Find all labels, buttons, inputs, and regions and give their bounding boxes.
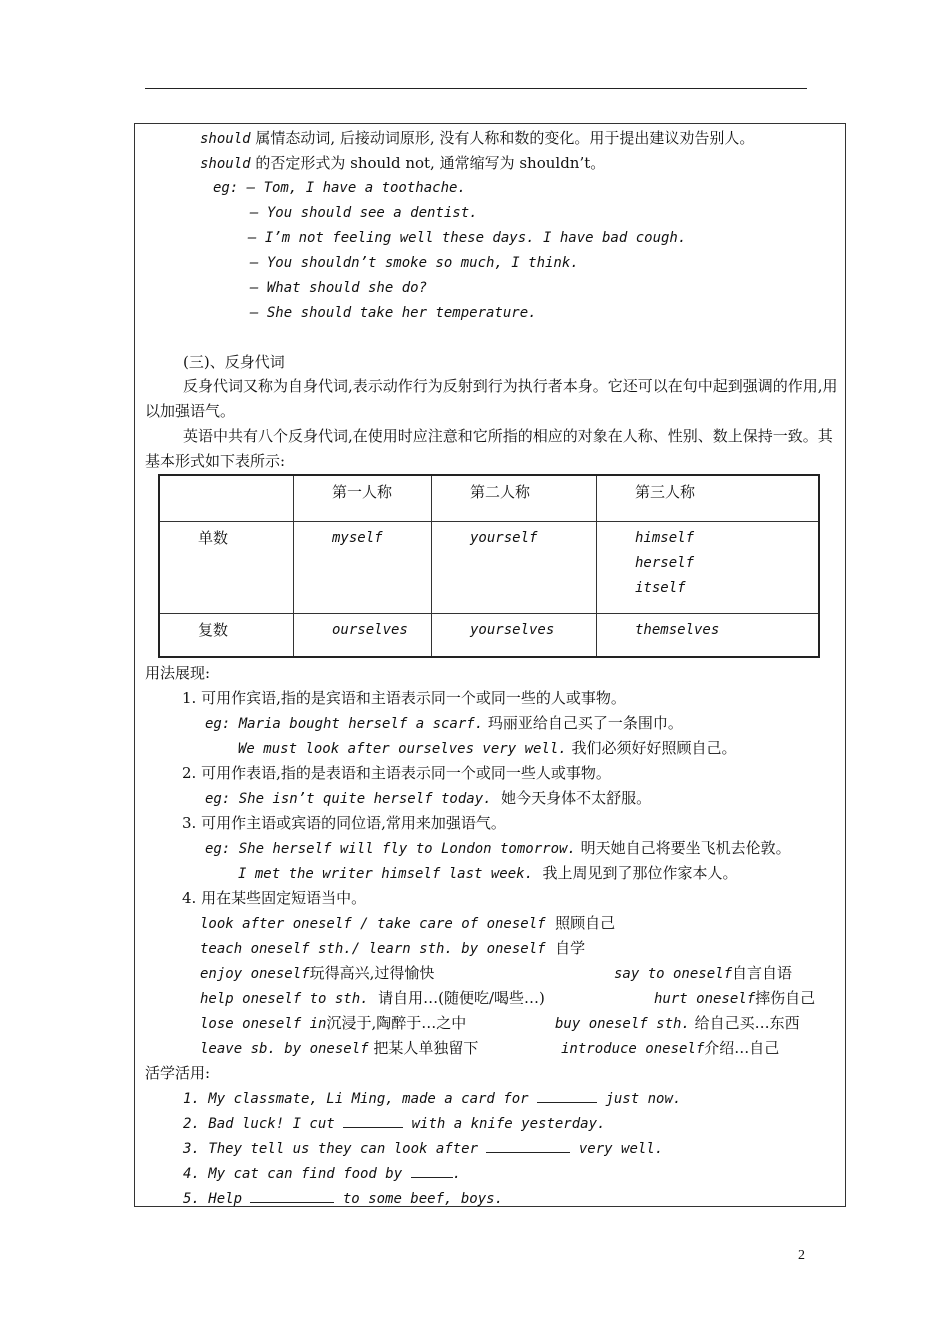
phrase: [200, 1038, 478, 1059]
answer-blank[interactable]: [250, 1188, 334, 1203]
example-en: eg: Maria bought herself a scarf.: [205, 716, 484, 732]
table-header-cell: [294, 475, 432, 521]
practice-item: [183, 1088, 681, 1109]
phrase-cn: 自学: [545, 939, 586, 957]
phrase: [200, 963, 434, 984]
phrase: [654, 988, 815, 1009]
should-line-2-text: 的否定形式为 should not, 通常缩写为 shouldn’t。: [250, 154, 606, 172]
practice-text: 4. My cat can find food by: [183, 1166, 411, 1182]
table-row: [159, 521, 819, 613]
example-line: — You should see a dentist.: [250, 205, 478, 221]
table-cell: [294, 521, 432, 613]
header-rule: [145, 88, 807, 89]
themselves-cell: themselves: [635, 621, 720, 638]
practice-text: 1. My classmate, Li Ming, made a card for: [183, 1091, 538, 1107]
phrase-en: leave sb. by oneself: [200, 1041, 369, 1057]
answer-blank[interactable]: [411, 1163, 453, 1178]
plural-label: 复数: [198, 620, 229, 639]
example-line: — You shouldn’t smoke so much, I think.: [250, 255, 579, 271]
practice-item: [183, 1138, 663, 1159]
practice-text: to some beef, boys.: [334, 1191, 504, 1207]
phrase-en: say to oneself: [614, 966, 733, 982]
table-cell: [597, 521, 820, 613]
phrase: [200, 988, 545, 1009]
answer-blank[interactable]: [343, 1113, 403, 1128]
singular-label: 单数: [198, 528, 229, 547]
reflexive-pronoun-table: [158, 474, 820, 658]
table-header-empty: [160, 476, 293, 480]
phrase-en: teach oneself sth./ learn sth. by oneself: [200, 941, 546, 957]
table-cell: [597, 613, 820, 657]
phrase-en: lose oneself in: [200, 1016, 327, 1032]
phrase-cn: 自言自语: [732, 964, 793, 982]
example-cn: 她今天身体不太舒服。: [491, 789, 652, 807]
itself-text: itself: [635, 579, 686, 596]
practice-title: 活学活用:: [145, 1064, 211, 1082]
reflexive-para-2: 英语中共有八个反身代词,在使用时应注意和它所指的相应的对象在人称、性别、数上保持一致。其基本形式如下表所示:: [145, 427, 833, 470]
herself-text: herself: [635, 554, 695, 571]
phrase: [200, 938, 585, 959]
phrase-cn: 请自用…(随便吃/喝些…): [368, 989, 545, 1007]
phrase-en: look after oneself / take care of oneself: [200, 916, 546, 932]
phrase-en: buy oneself sth.: [555, 1016, 690, 1032]
example-en: eg: She herself will fly to London tomorrow.: [205, 841, 576, 857]
phrase-cn: 介绍…自己: [704, 1039, 780, 1057]
phrase-en: introduce oneself: [561, 1041, 705, 1057]
example-line: — She should take her temperature.: [250, 305, 537, 321]
phrase-cn: 摔伤自己: [755, 989, 816, 1007]
practice-text: just now.: [597, 1091, 682, 1107]
phrase: [561, 1038, 779, 1059]
page-number: 2: [798, 1248, 805, 1263]
third-singular-cell: [597, 522, 818, 601]
example-cn: 我们必须好好照顾自己。: [566, 739, 737, 757]
should-line-1-text: 属情态动词, 后接动词原形, 没有人称和数的变化。用于提出建议劝告别人。: [250, 129, 755, 147]
phrase-cn: 给自己买…东西: [689, 1014, 800, 1032]
row-label-cell: [159, 521, 294, 613]
should-word-2: should: [200, 156, 251, 172]
answer-blank[interactable]: [537, 1088, 597, 1103]
phrase: [200, 913, 615, 934]
example-line: eg: — Tom, I have a toothache.: [213, 180, 466, 196]
myself-cell: myself: [332, 529, 383, 546]
usage-item-3: 3. 可用作主语或宾语的同位语,常用来加强语气。: [182, 814, 506, 832]
phrase-cn: 照顾自己: [545, 914, 616, 932]
header-second-person: 第二人称: [470, 483, 531, 501]
practice-item: [183, 1163, 461, 1184]
phrase-cn: 沉浸于,陶醉于…之中: [326, 1014, 467, 1032]
practice-text: 3. They tell us they can look after: [183, 1141, 487, 1157]
usage-example: [205, 713, 683, 734]
himself-text: himself: [635, 529, 695, 546]
practice-text: .: [452, 1166, 462, 1182]
practice-text: very well.: [570, 1141, 664, 1157]
row-label-cell: [159, 613, 294, 657]
usage-item-1: 1. 可用作宾语,指的是宾语和主语表示同一个或同一些的人或事物。: [182, 689, 626, 707]
yourself-cell: yourself: [470, 529, 538, 546]
table-header-cell: [159, 475, 294, 521]
example-en: We must look after ourselves very well.: [238, 741, 567, 757]
practice-text: 2. Bad luck! I cut: [183, 1116, 344, 1132]
usage-example: [205, 838, 791, 859]
section-heading: (三)、反身代词: [183, 353, 285, 371]
table-header-cell: [432, 475, 597, 521]
example-line: — What should she do?: [250, 280, 428, 296]
table-cell: [432, 521, 597, 613]
usage-example: [238, 738, 737, 759]
usage-title: 用法展现:: [145, 664, 211, 682]
phrase: [555, 1013, 800, 1034]
ourselves-cell: ourselves: [332, 621, 408, 638]
example-cn: 玛丽亚给自己买了一条围巾。: [483, 714, 683, 732]
reflexive-para-1: 反身代词又称为自身代词,表示动作行为反射到行为执行者本身。它还可以在句中起到强调的作用,用以加强语气。: [145, 377, 838, 420]
table-header-row: [159, 475, 819, 521]
usage-example: [205, 788, 651, 809]
phrase-en: hurt oneself: [654, 991, 756, 1007]
table-cell: [432, 613, 597, 657]
example-cn: 我上周见到了那位作家本人。: [533, 864, 738, 882]
usage-item-4: 4. 用在某些固定短语当中。: [182, 889, 367, 907]
table-row: [159, 613, 819, 657]
yourselves-cell: yourselves: [470, 621, 555, 638]
practice-item: [183, 1188, 503, 1209]
practice-item: [183, 1113, 605, 1134]
usage-example: [238, 863, 738, 884]
phrase-cn: 把某人单独留下: [368, 1039, 479, 1057]
practice-text: 5. Help: [183, 1191, 251, 1207]
phrase-cn: 玩得高兴,过得愉快: [309, 964, 435, 982]
phrase: [614, 963, 792, 984]
answer-blank[interactable]: [486, 1138, 570, 1153]
phrase-en: help oneself to sth.: [200, 991, 369, 1007]
example-en: eg: She isn’t quite herself today.: [205, 791, 492, 807]
should-word: should: [200, 131, 251, 147]
header-third-person: 第三人称: [635, 483, 696, 501]
example-line: — I’m not feeling well these days. I have bad cough.: [248, 230, 687, 246]
example-en: I met the writer himself last week.: [238, 866, 534, 882]
should-line-2: [200, 153, 605, 174]
header-first-person: 第一人称: [332, 483, 393, 501]
practice-text: with a knife yesterday.: [403, 1116, 606, 1132]
should-line-1: [200, 128, 754, 149]
table-cell: [294, 613, 432, 657]
phrase-en: enjoy oneself: [200, 966, 310, 982]
usage-item-2: 2. 可用作表语,指的是表语和主语表示同一个或同一些人或事物。: [182, 764, 611, 782]
table-header-cell: [597, 475, 820, 521]
phrase: [200, 1013, 466, 1034]
example-cn: 明天她自己将要坐飞机去伦敦。: [575, 839, 791, 857]
